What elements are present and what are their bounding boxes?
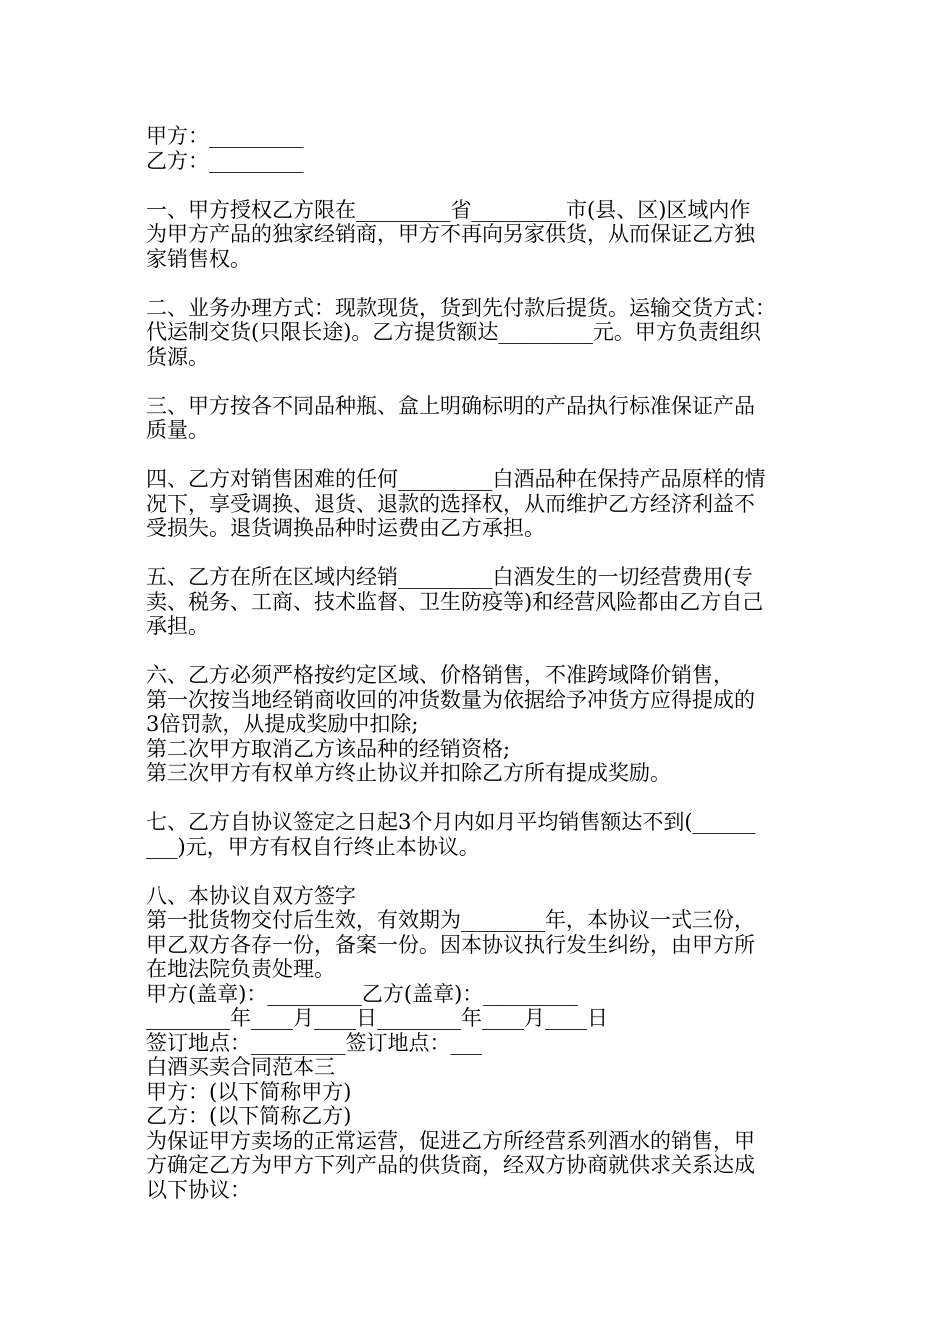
- text-line: 一、甲方授权乙方限在_________省_________市(县、区)区域内作: [146, 197, 751, 222]
- text-line: ___)元，甲方有权自行终止本协议。: [146, 834, 480, 859]
- clause-4: [146, 467, 816, 541]
- text-line: 代运制交货(只限长途)。乙方提货额达_________元。甲方负责组织: [146, 320, 761, 344]
- clause-6: [146, 663, 816, 786]
- text-line: 卖、税务、工商、技术监督、卫生防疫等)和经营风险都由乙方自己: [146, 589, 764, 614]
- text-line: 八、本协议自双方签字: [146, 883, 356, 908]
- text-line: 六、乙方必须严格按约定区域、价格销售，不准跨域降价销售，: [146, 663, 734, 687]
- text-line: 以下协议：: [146, 1177, 251, 1202]
- text-line: 质量。: [146, 418, 209, 442]
- text-line: 甲乙双方各存一份，备案一份。因本协议执行发生纠纷，由甲方所: [146, 932, 755, 957]
- text-line: 承担。: [146, 614, 209, 638]
- text-line: 在地法院负责处理。: [146, 957, 335, 981]
- section-heading: 白酒买卖合同范本三: [146, 1055, 335, 1079]
- text-line: 家销售权。: [146, 246, 251, 271]
- text-line: 第三次甲方有权单方终止协议并扣除乙方所有提成奖励。: [146, 761, 671, 785]
- party-b-line: 乙方：(以下简称乙方): [146, 1104, 352, 1128]
- text-line: 况下，享受调换、退货、退款的选择权，从而维护乙方经济利益不: [146, 491, 755, 516]
- date-line: ________年____月____日________年____月____日: [146, 1006, 608, 1030]
- text-line: 第二次甲方取消乙方该品种的经销资格;: [146, 736, 511, 761]
- clause-3: [146, 394, 816, 443]
- clause-2: [146, 296, 816, 370]
- text-line: 第一批货物交付后生效，有效期为________年，本协议一式三份，: [146, 908, 755, 932]
- text-line: 方确定乙方为甲方下列产品的供货商，经双方协商就供求关系达成: [146, 1153, 755, 1177]
- signing-place-line: 签订地点：_________签订地点：___: [146, 1030, 482, 1055]
- text-line: 受损失。退货调换品种时运费由乙方承担。: [146, 516, 545, 540]
- text-line: 为甲方产品的独家经销商，甲方不再向另家供货，从而保证乙方独: [146, 222, 755, 246]
- text-line: 货源。: [146, 344, 209, 369]
- text-line: 3倍罚款，从提成奖励中扣除;: [146, 712, 419, 736]
- text-line: 第一次按当地经销商收回的冲货数量为依据给予冲货方应得提成的: [146, 687, 755, 712]
- clause-5: [146, 565, 816, 639]
- party-a-line: 甲方：_________: [146, 124, 304, 148]
- text-line: 二、业务办理方式：现款现货，货到先付款后提货。运输交货方式：: [146, 295, 776, 320]
- party-block: [146, 124, 816, 173]
- signature-line: 甲方(盖章)：_________乙方(盖章)：_________: [146, 981, 578, 1006]
- text-line: 为保证甲方卖场的正常运营，促进乙方所经营系列酒水的销售，甲: [146, 1128, 755, 1153]
- text-line: 七、乙方自协议签定之日起3个月内如月平均销售额达不到(______: [146, 810, 756, 834]
- clause-7: [146, 810, 816, 859]
- party-a-line: 甲方：(以下简称甲方): [146, 1079, 352, 1104]
- clause-8: [146, 884, 816, 1203]
- text-line: 三、甲方按各不同品种瓶、盒上明确标明的产品执行标准保证产品: [146, 393, 755, 418]
- party-b-line: 乙方：_________: [146, 148, 304, 173]
- contract-text: [146, 124, 816, 1202]
- clause-1: [146, 198, 816, 272]
- text-line: 五、乙方在所在区域内经销_________白酒发生的一切经营费用(专: [146, 565, 753, 589]
- text-line: 四、乙方对销售困难的任何_________白酒品种在保持产品原样的情: [146, 467, 766, 491]
